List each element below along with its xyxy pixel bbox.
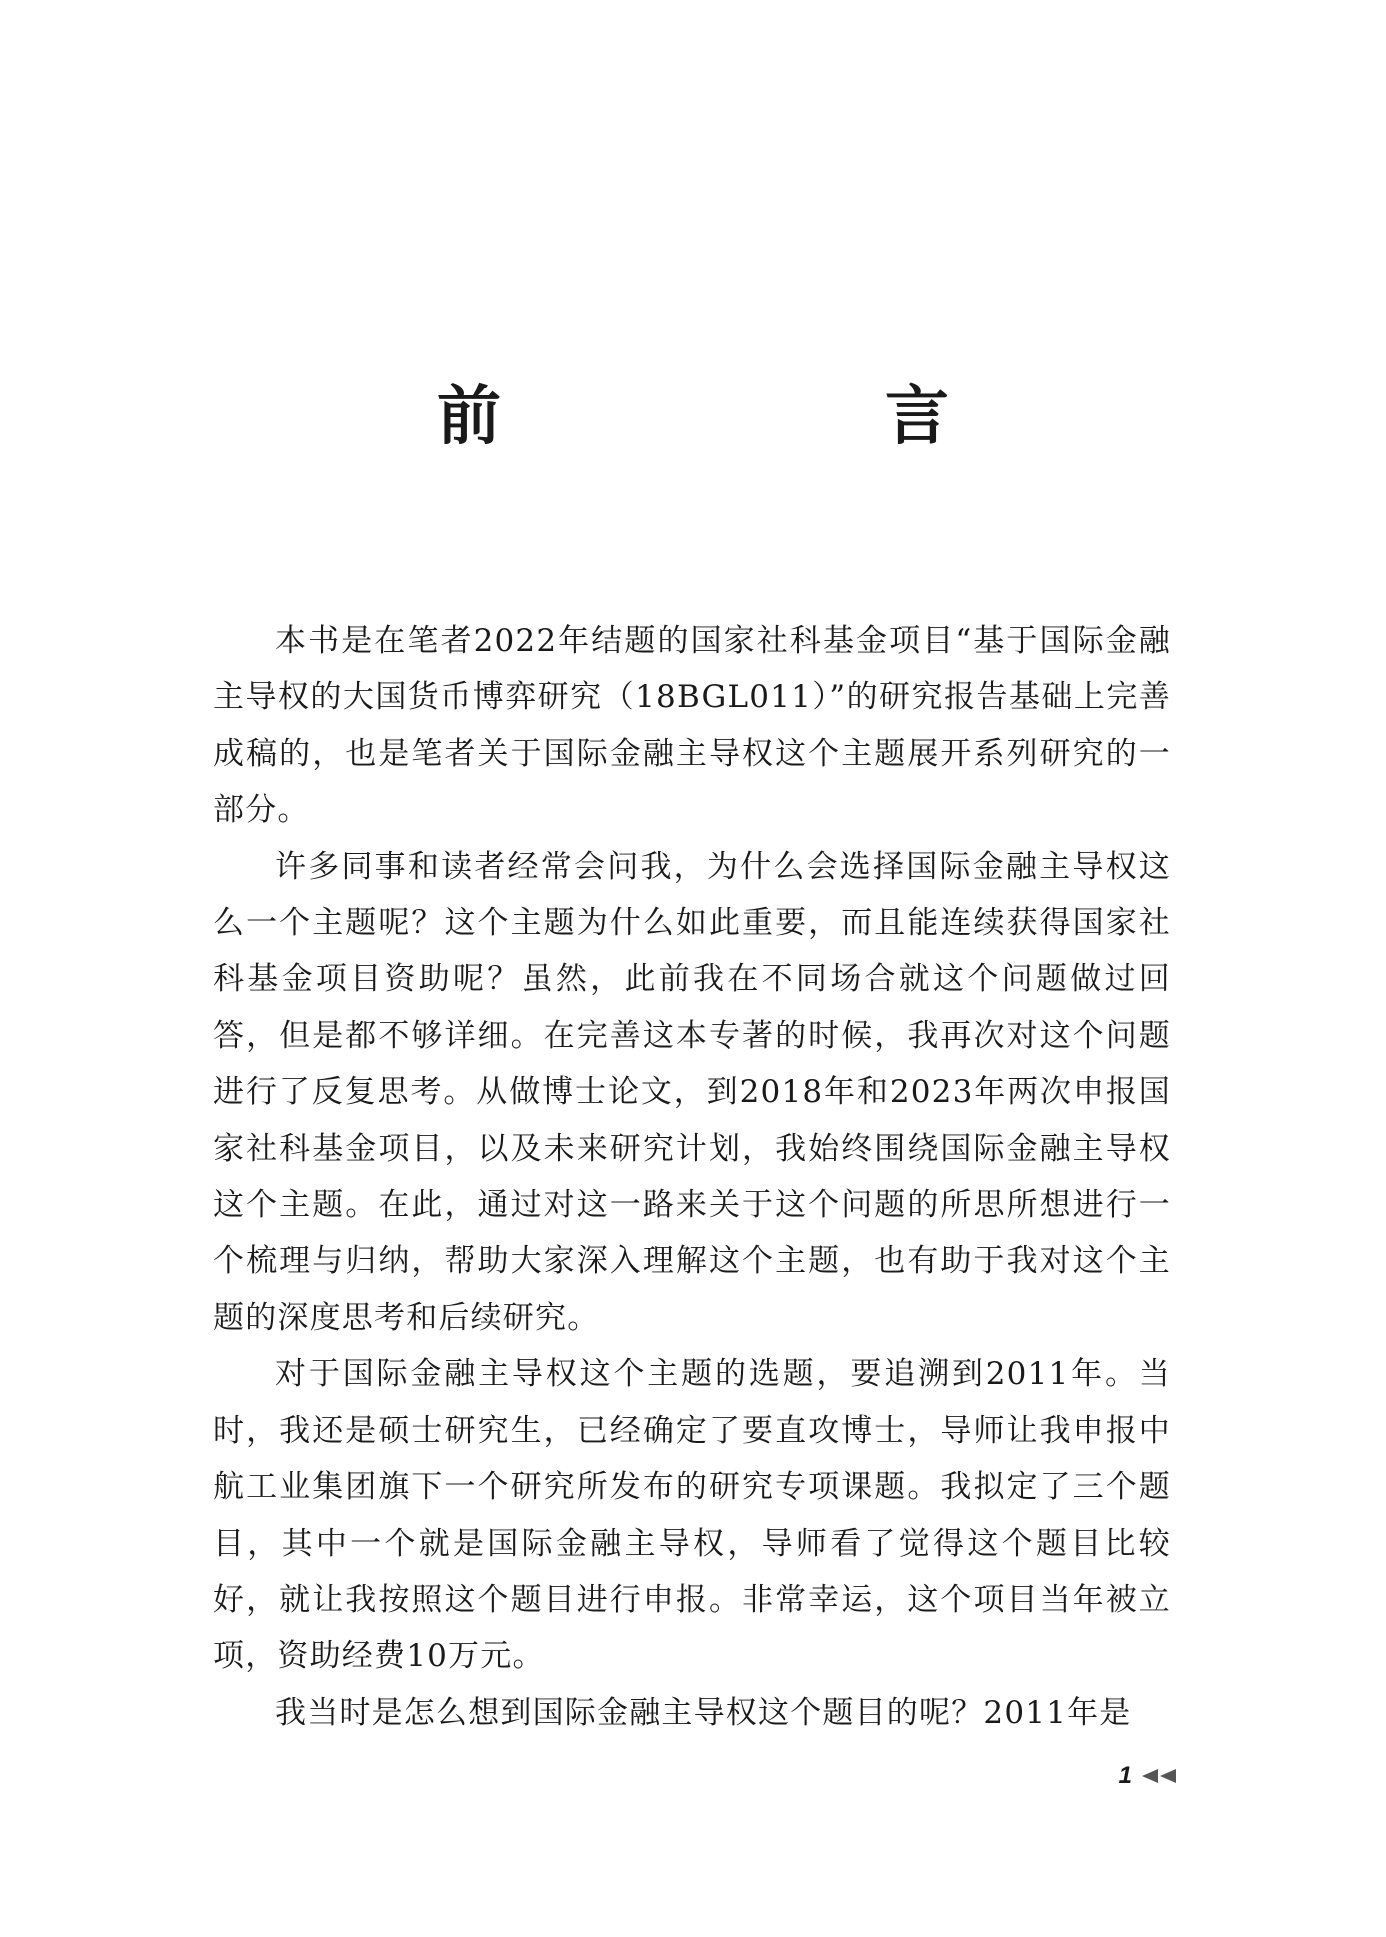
paragraph: 许多同事和读者经常会问我，为什么会选择国际金融主导权这么一个主题呢？这个主题为什么如此重要，而且能连续获得国家社科基金项目资助呢？虽然，此前我在不同场合就这个问题做过回答，但是都不够详细。在完善这本专著的时候，我再次对这个问题进行了反复思考。从做博士论文，到2018年和2023年两次申报国家社科基金项目，以及未来研究计划，我始终围绕国际金融主导权这个主题。在此，通过对这一路来关于这个问题的所思所想进行一个梳理与归纳，帮助大家深入理解这个主题，也有助于我对这个主题的深度思考和后续研究。 bbox=[213, 848, 1171, 1336]
paragraph: 我当时是怎么想到国际金融主导权这个题目的呢？2011年是 bbox=[275, 1694, 1132, 1731]
page-footer bbox=[1100, 1762, 1180, 1790]
page-title: 前 言 bbox=[437, 380, 1109, 454]
paragraph: 本书是在笔者2022年结题的国家社科基金项目“基于国际金融主导权的大国货币博弈研究（18BGL011）”的研究报告基础上完善成稿的，也是笔者关于国际金融主导权这个主题展开系列研究的一部分。 bbox=[213, 623, 1171, 829]
page-number: 1 bbox=[1118, 1762, 1132, 1789]
body-text bbox=[213, 613, 1171, 1741]
double-left-triangle-icon bbox=[1138, 1767, 1180, 1785]
paragraph: 对于国际金融主导权这个主题的选题，要追溯到2011年。当时，我还是硕士研究生，已经确定了要直攻博士，导师让我申报中航工业集团旗下一个研究所发布的研究专项课题。我拟定了三个题目，其中一个就是国际金融主导权，导师看了觉得这个题目比较好，就让我按照这个题目进行申报。非常幸运，这个项目当年被立项，资助经费10万元。 bbox=[213, 1356, 1171, 1675]
